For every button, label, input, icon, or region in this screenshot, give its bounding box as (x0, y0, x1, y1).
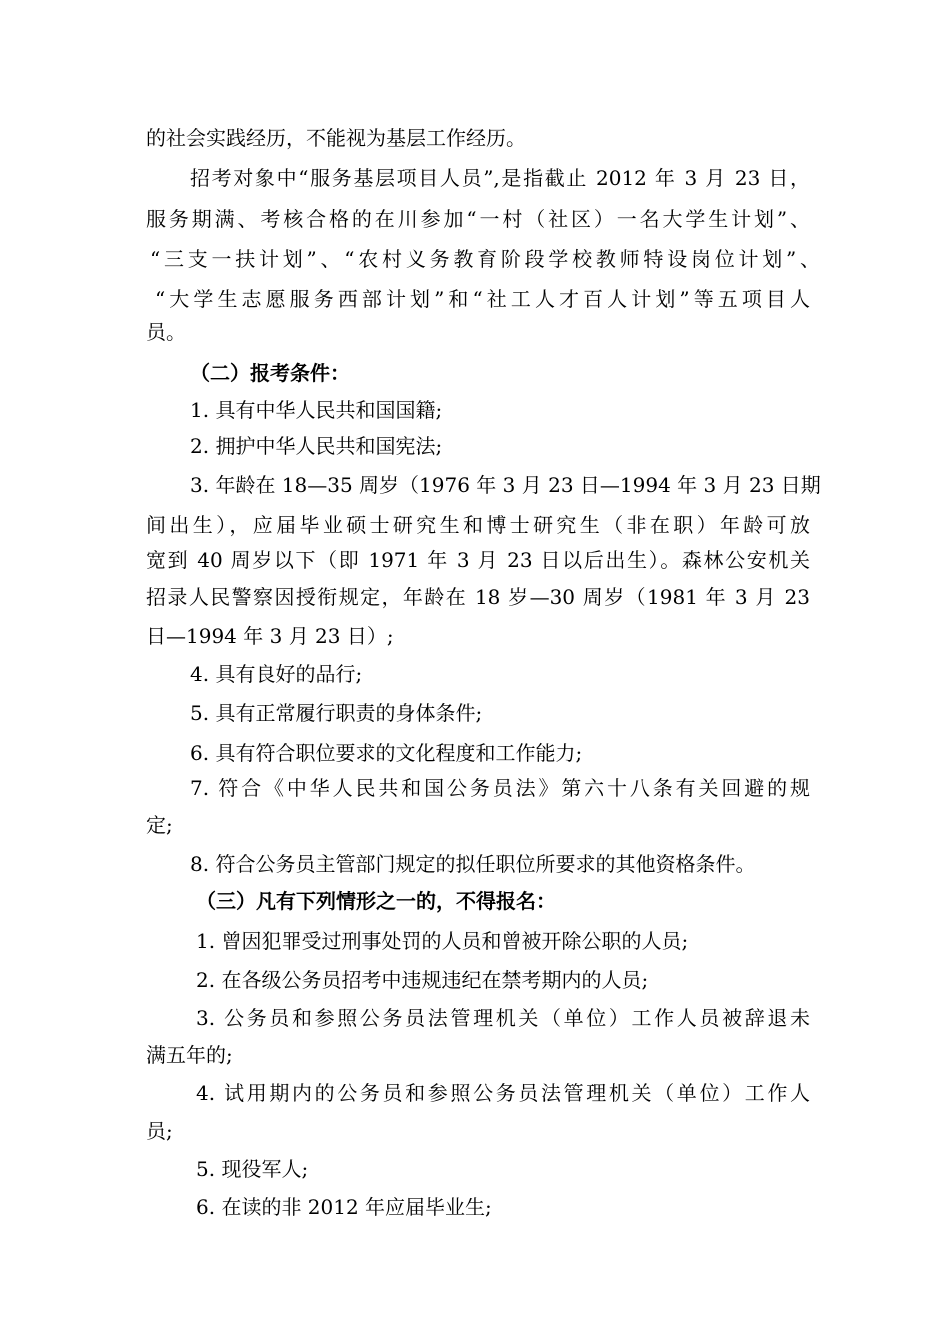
list-item: 3. 年龄在 18—35 周岁（1976 年 3 月 23 日—1994 年 3 月 23 日期 (190, 473, 821, 497)
list-item: 1. 具有中华人民共和国国籍; (190, 398, 443, 422)
list-item: 8. 符合公务员主管部门规定的拟任职位所要求的其他资格条件。 (190, 852, 756, 876)
paragraph-line: 员。 (146, 320, 186, 344)
paragraph-line: 员; (146, 1119, 173, 1143)
paragraph-line: 满五年的; (146, 1043, 233, 1067)
list-item: 5. 具有正常履行职责的身体条件; (190, 701, 483, 725)
list-item: 6. 具有符合职位要求的文化程度和工作能力; (190, 741, 583, 765)
section-heading: （三）凡有下列情形之一的，不得报名： (196, 889, 556, 913)
paragraph-line: “三支一扶计划”、“农村义务教育阶段学校教师特设岗位计划”、 (150, 247, 820, 271)
list-item: 7. 符合《中华人民共和国公务员法》第六十八条有关回避的规 (190, 776, 810, 800)
paragraph-line: 招考对象中“服务基层项目人员”,是指截止 2012 年 3 月 23 日， (190, 166, 810, 190)
paragraph-line: 宽到 40 周岁以下（即 1971 年 3 月 23 日以后出生）。森林公安机关 (146, 548, 810, 572)
list-item: 1. 曾因犯罪受过刑事处罚的人员和曾被开除公职的人员; (196, 929, 689, 953)
list-item: 4. 具有良好的品行; (190, 662, 363, 686)
paragraph-line: 的社会实践经历，不能视为基层工作经历。 (146, 126, 526, 150)
paragraph-line: 服务期满、考核合格的在川参加“一村（社区）一名大学生计划”、 (146, 207, 810, 231)
paragraph-line: “大学生志愿服务西部计划”和“社工人才百人计划”等五项目人 (155, 287, 810, 311)
paragraph-line: 招录人民警察因授衔规定，年龄在 18 岁—30 周岁（1981 年 3 月 23 (146, 585, 810, 609)
paragraph-line: 日—1994 年 3 月 23 日）; (146, 624, 394, 648)
paragraph-line: 定; (146, 813, 173, 837)
list-item: 4. 试用期内的公务员和参照公务员法管理机关（单位）工作人 (196, 1081, 810, 1105)
list-item: 2. 在各级公务员招考中违规违纪在禁考期内的人员; (196, 968, 649, 992)
list-item: 2. 拥护中华人民共和国宪法; (190, 434, 443, 458)
section-heading: （二）报考条件： (190, 361, 350, 385)
list-item: 3. 公务员和参照公务员法管理机关（单位）工作人员被辞退未 (196, 1006, 810, 1030)
list-item: 6. 在读的非 2012 年应届毕业生; (196, 1195, 492, 1219)
paragraph-line: 间出生），应届毕业硕士研究生和博士研究生（非在职）年龄可放 (146, 513, 810, 537)
list-item: 5. 现役军人; (196, 1157, 309, 1181)
